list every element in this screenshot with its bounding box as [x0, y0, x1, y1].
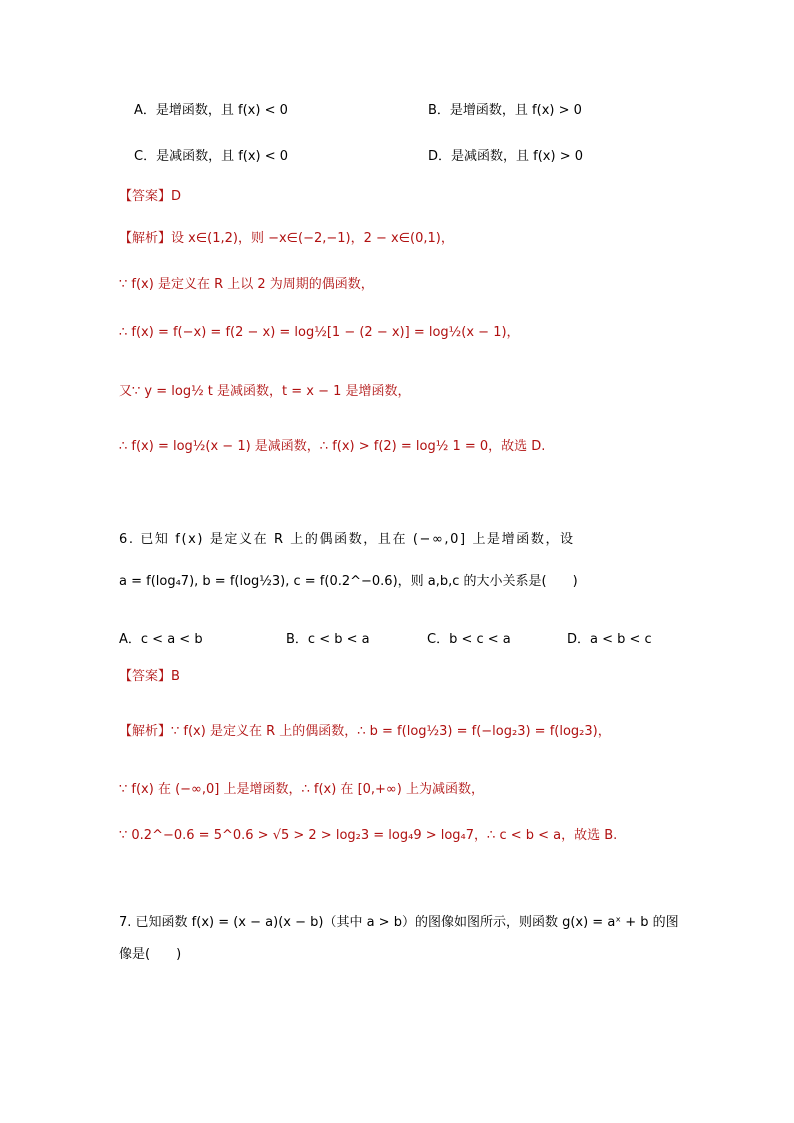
q6-stem-line-2: a = f(log₄7), b = f(log½3), c = f(0.2^−0.6)，则 a,b,c 的大小关系是( ) [119, 574, 578, 589]
q6-solution-line-3: ∵ 0.2^−0.6 = 5^0.6 > √5 > 2 > log₂3 = log₄9 > log₄7，∴ c < b < a，故选 B. [119, 828, 618, 843]
q6-solution-line-1: 【解析】∵ f(x) 是定义在 R 上的偶函数，∴ b = f(log½3) = f(−log₂3) = f(log₂3)， [119, 724, 611, 739]
q7-stem-line-1: 7. 已知函数 f(x) = (x − a)(x − b)（其中 a > b）的图像如图所示，则函数 g(x) = aˣ + b 的图 [119, 915, 679, 930]
q6-answer: 【答案】B [119, 669, 180, 684]
q6-option-d[interactable]: D．a < b < c [567, 632, 652, 647]
q7-stem-line-2: 像是( ) [119, 947, 182, 962]
q5-option-b[interactable]: B．是增函数，且 f(x) > 0 [428, 103, 582, 118]
q5-solution-line-3: ∴ f(x) = f(−x) = f(2 − x) = log½[1 − (2 − x)] = log½(x − 1)， [119, 325, 520, 340]
q6-option-c[interactable]: C．b < c < a [427, 632, 511, 647]
q5-solution-line-5: ∴ f(x) = log½(x − 1) 是减函数，∴ f(x) > f(2) = log½ 1 = 0，故选 D. [119, 439, 546, 454]
q6-stem-line-1: 6. 已知 f(x) 是定义在 R 上的偶函数，且在 (−∞,0] 上是增函数，设 [119, 532, 575, 547]
q5-option-c[interactable]: C．是减函数，且 f(x) < 0 [134, 149, 289, 164]
q5-option-a[interactable]: A．是增函数，且 f(x) < 0 [134, 103, 288, 118]
q5-solution-line-4: 又∵ y = log½ t 是减函数，t = x − 1 是增函数， [119, 384, 411, 399]
q5-answer: 【答案】D [119, 189, 182, 204]
q6-option-a[interactable]: A．c < a < b [119, 632, 203, 647]
q5-solution-line-1: 【解析】设 x∈(1,2)，则 −x∈(−2,−1)，2 − x∈(0,1)， [119, 231, 454, 246]
q5-option-d[interactable]: D．是减函数，且 f(x) > 0 [428, 149, 583, 164]
q5-solution-line-2: ∵ f(x) 是定义在 R 上以 2 为周期的偶函数， [119, 277, 374, 292]
q6-option-b[interactable]: B．c < b < a [286, 632, 370, 647]
q6-solution-line-2: ∵ f(x) 在 (−∞,0] 上是增函数，∴ f(x) 在 [0,+∞) 上为减函数， [119, 782, 484, 797]
